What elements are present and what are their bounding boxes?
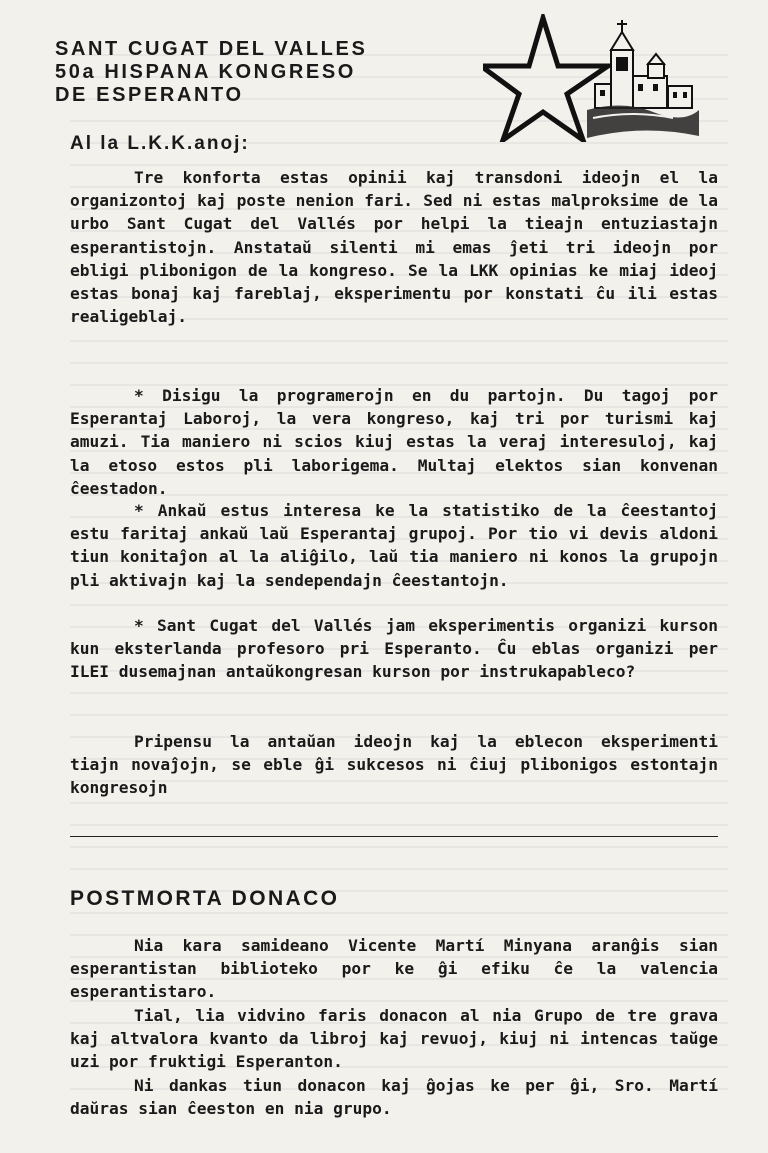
header-line-1: SANT CUGAT DEL VALLES (55, 38, 368, 60)
star-with-church-tower-logo (483, 14, 701, 142)
donor-name: Vicente Martí Minyana (348, 936, 573, 955)
header-line-2: 50a HISPANA KONGRESO (55, 61, 356, 83)
donation-text-before: Nia kara samideano (134, 936, 349, 955)
donation-text-after: aranĝis sian esperantistan biblioteko por ke ĝi efiku ĉe la valencia esperantistaro. (70, 936, 718, 1002)
donation-paragraph-3: Ni dankas tiun donacon kaj ĝojas ke per ĝi, Sro. Martí daŭras sian ĉeeston en nia grupo. (70, 1076, 718, 1119)
paragraph-idea-2: * Ankaŭ estus interesa ke la statistiko de la ĉeestantoj estu faritaj ankaŭ laŭ Esperantaj grupoj. Por tio vi devis aldoni tiun konitaĵon al la aliĝilo, laŭ tia maniero ni konos la grupojn pli aktivajn kaj la sendependajn ĉeestantojn. (70, 501, 718, 590)
section-title: POSTMORTA DONACO (70, 887, 340, 910)
paragraph-idea-1: * Disigu la programerojn en du partojn. Du tagoj por Esperantaj Laboroj, la vera kongreso, kaj tri por turismi kaj amuzi. Tia maniero ni scios kiuj estas la veraj interesuloj, kaj la etoso estos pli laborigema. Multaj elektos sian konvenan ĉeestadon. (70, 386, 718, 498)
salutation: Al la L.K.K.anoj: (70, 133, 250, 154)
donation-paragraph-2: Tial, lia vidvino faris donacon al nia Grupo de tre grava kaj altvalora kvanto da libroj kaj revuoj, kiuj ni intencas taŭge uzi por fruktigi Esperanton. (70, 1006, 718, 1072)
section-divider (70, 836, 718, 837)
paragraph-idea-3: * Sant Cugat del Vallés jam eksperimentis organizi kurson kun eksterlanda profesoro pri Esperanto. Ĉu eblas organizi per ILEI dusemajnan antaŭkongresan kurson por instrukapableco? (70, 616, 718, 682)
header-line-3: DE ESPERANTO (55, 84, 244, 106)
paragraph-closing: Pripensu la antaŭan ideojn kaj la eblecon eksperimenti tiajn novaĵojn, se eble ĝi sukcesos ni ĉiuj plibonigos estontajn kongresojn (70, 732, 718, 798)
donation-paragraph-1 (70, 934, 718, 1004)
paragraph-intro: Tre konforta estas opinii kaj transdoni ideojn el la organizontoj kaj poste nenion fari. Sed ni estas malproksime de la urbo Sant Cugat del Vallés por helpi la tieajn entuziastajn esperantistojn. Anstataŭ silenti mi emas ĵeti tri ideojn por ebligi plibonigon de la kongreso. Se la LKK opinias ke miaj ideoj estas bonaj kaj fareblaj, eksperimentu por konstati ĉu ili estas realigeblaj. (70, 168, 718, 327)
document-header (55, 38, 367, 107)
